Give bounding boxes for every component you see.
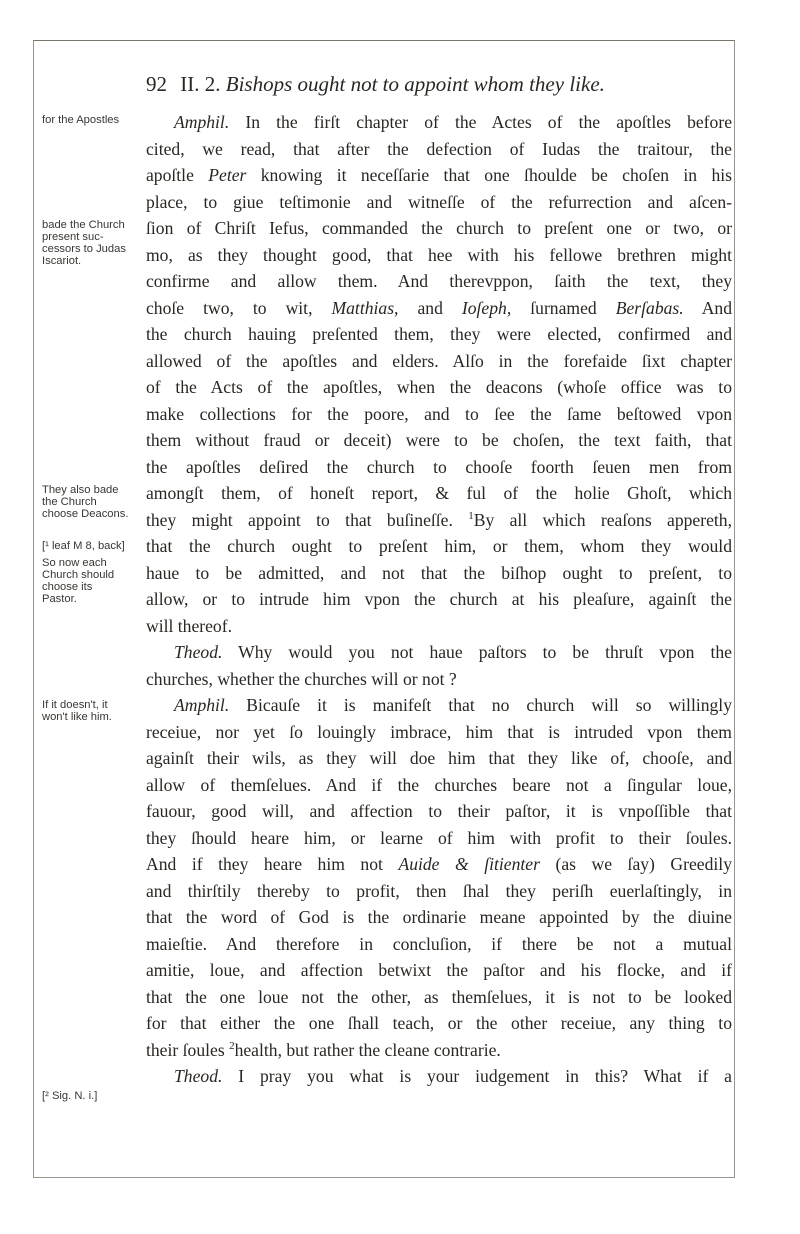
text-line: againſt their wils, as they will doe him that they like of, chooſe, and bbox=[146, 748, 732, 768]
text-line: the church hauing preſented them, they were elected, confirmed and bbox=[146, 324, 732, 344]
body-text bbox=[146, 109, 732, 1090]
footnote-marker: 2 bbox=[229, 1039, 235, 1052]
text-line: choſe two, to wit, Matthias, and Ioſeph, ſurnamed Berſabas. And bbox=[146, 297, 733, 318]
text-line: churches, whether the churches will or not ? bbox=[146, 668, 457, 689]
text-line: And if they heare him not Auide & ſitienter (as we ſay) Greedily bbox=[146, 854, 732, 874]
text-line: and thirſtily thereby to profit, then ſhal they periſh euerlaſtingly, in bbox=[146, 880, 732, 901]
text-line: make collections for the poore, and to ſee the ſame beſtowed vpon bbox=[146, 403, 732, 424]
text-line: they ſhould heare him, or learne of him with profit to their ſoules. bbox=[146, 827, 732, 848]
text-line: amitie, loue, and affection betwixt the paſtor and his flocke, and if bbox=[146, 960, 732, 980]
text-line: fauour, good will, and affection to their paſtor, it is vnpoſſible that bbox=[146, 801, 732, 821]
text-line: cited, we read, that after the defection of Iudas the traitour, the bbox=[146, 138, 732, 159]
page-title: Bishops ought not to appoint whom they like. bbox=[225, 72, 605, 96]
margin-note: [² Sig. N. i.] bbox=[42, 1090, 98, 1102]
text-line: allow of themſelues. And if the churches beare not a ſingular loue, bbox=[146, 774, 732, 795]
margin-note: [¹ leaf M 8, back] bbox=[42, 540, 125, 552]
text-line: maieſtie. And therefore in concluſion, if there be not a mutual bbox=[146, 933, 732, 954]
margin-note: They also bade the Church choose Deacons. bbox=[42, 484, 129, 520]
text-line: will thereof. bbox=[146, 615, 232, 636]
text-line: Theod. Why would you not haue paſtors to be thruſt vpon the bbox=[174, 642, 732, 662]
section-number: II. 2. bbox=[180, 72, 221, 96]
footnote-marker: 1 bbox=[468, 509, 474, 522]
text-line: apoſtle Peter knowing it neceſſarie that one ſhoulde be choſen in his bbox=[146, 165, 732, 185]
text-line: the apoſtles deſired the church to chooſe foorth ſeuen men from bbox=[146, 456, 732, 477]
margin-note: So now each Church should choose its Pastor. bbox=[42, 557, 115, 605]
text-line: Theod. I pray you what is your iudgement in this? What if a bbox=[174, 1066, 732, 1086]
text-line: that the one loue not the other, as themſelues, it is not to be looked bbox=[146, 986, 732, 1007]
text-line: for that either the one ſhall teach, or the other receiue, any thing to bbox=[146, 1013, 732, 1033]
text-line: that the word of God is the ordinarie meane appointed by the diuine bbox=[146, 907, 732, 927]
text-line: allowed of the apoſtles and elders. Alſo in the forefaide ſixt chapter bbox=[146, 350, 732, 371]
margin-note: for the Apostles bbox=[42, 114, 120, 126]
margin-note: If it doesn't, it won't like him. bbox=[42, 699, 112, 723]
running-head bbox=[146, 72, 605, 97]
text-line: allow, or to intrude him vpon the church at his pleaſure, againſt the bbox=[146, 589, 732, 609]
text-line: ſion of Chriſt Iefus, commanded the church to preſent one or two, or bbox=[146, 218, 732, 238]
margin-note: bade the Church present suc- cessors to Judas Iscariot. bbox=[42, 219, 126, 267]
text-line: confirme and allow them. And therevppon, ſaith the text, they bbox=[146, 271, 732, 291]
text-line: they might appoint to that buſineſſe. $^1$By all which reaſons appereth, bbox=[146, 509, 732, 530]
text-line: that the church ought to preſent him, or them, whom they would bbox=[146, 536, 732, 556]
text-line: haue to be admitted, and not that the biſhop ought to preſent, to bbox=[146, 562, 732, 583]
page-number: 92 bbox=[146, 72, 167, 96]
text-line: place, to giue teſtimonie and witneſſe of the refurrection and aſcen- bbox=[146, 191, 732, 212]
text-line: receiue, nor yet ſo louingly imbrace, him that is intruded vpon them bbox=[146, 721, 732, 742]
text-line: their ſoules $^2$health, but rather the cleane contrarie. bbox=[146, 1039, 501, 1060]
text-line: amongſt them, of honeſt report, & ful of the holie Ghoſt, which bbox=[146, 483, 732, 503]
text-line: Amphil. Bicauſe it is manifeſt that no church will so willingly bbox=[174, 695, 732, 715]
text-line: mo, as they thought good, that hee with his fellowe brethren might bbox=[146, 244, 732, 265]
text-line: them without fraud or deceit) were to be choſen, the text faith, that bbox=[146, 430, 732, 450]
text-line: Amphil. In the firſt chapter of the Actes of the apoſtles before bbox=[174, 112, 732, 132]
text-line: of the Acts of the apoſtles, when the deacons (whoſe office was to bbox=[146, 377, 732, 397]
